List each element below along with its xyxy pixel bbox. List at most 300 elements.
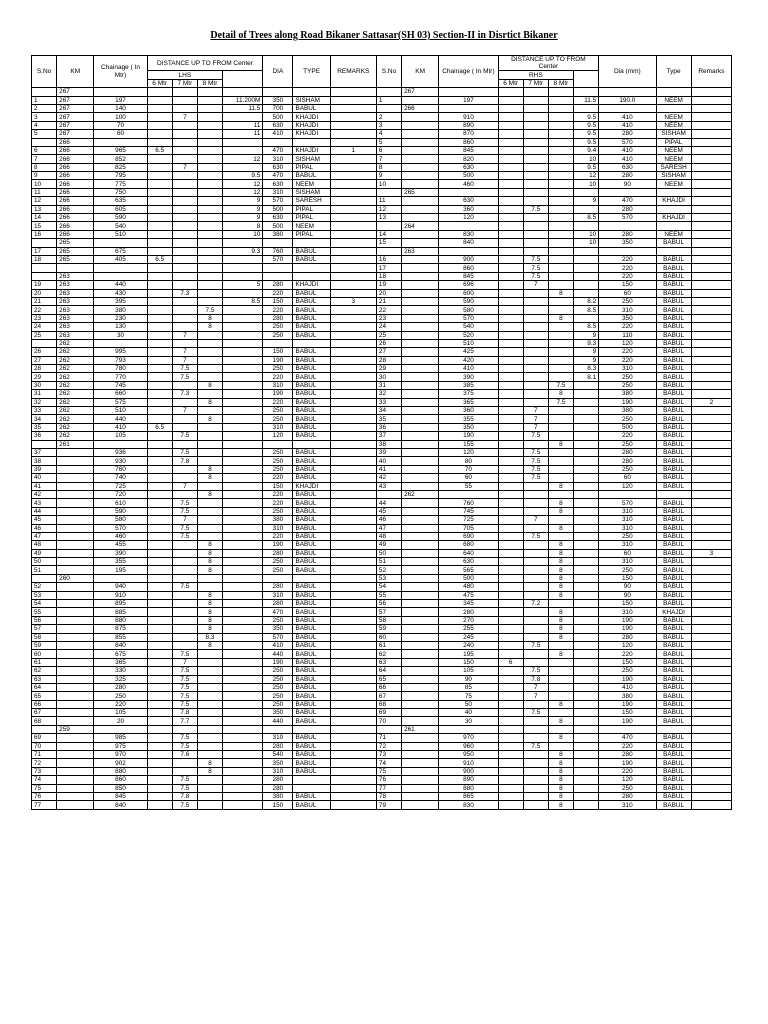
cell-lhs-other [223,549,263,557]
cell-km: 262 [57,339,94,347]
cell-chainage-r: 60 [439,474,498,482]
cell-km: 262 [57,398,94,406]
cell-rhs-7 [523,214,548,222]
cell-lhs-6 [147,566,172,574]
cell-chainage-r: 860 [439,138,498,146]
table-row [32,398,732,406]
cell-remarks [330,390,376,398]
cell-rhs-6 [498,272,523,280]
cell-dia-r: 220 [599,272,656,280]
cell-sno-r: 58 [376,616,401,624]
cell-lhs-other [223,306,263,314]
cell-km [57,692,94,700]
cell-rhs-7: 7.5 [523,448,548,456]
cell-sno-r: 8 [376,163,401,171]
cell-chainage-r: 910 [439,759,498,767]
cell-sno: 5 [32,130,57,138]
cell-lhs-6 [147,104,172,112]
cell-type-r: BABUL [656,398,691,406]
header-lhs-8mtr: 8 Mtr [197,79,222,87]
cell-km [57,499,94,507]
cell-km [57,700,94,708]
cell-rhs-other [574,683,599,691]
cell-dia: 500 [263,222,293,230]
cell-dia-r: 250 [599,373,656,381]
cell-remarks-r [691,297,731,305]
cell-type-r: KHAJDI [656,608,691,616]
cell-sno: 15 [32,222,57,230]
cell-chainage: 850 [94,784,147,792]
cell-dia-r: 280 [599,448,656,456]
cell-lhs-8 [197,692,222,700]
cell-km: 266 [57,197,94,205]
cell-lhs-8 [197,205,222,213]
cell-dia [263,725,293,733]
cell-km-r [402,339,439,347]
cell-dia: 570 [263,256,293,264]
cell-lhs-7: 7 [172,113,197,121]
cell-type-r: BABUL [656,457,691,465]
cell-chainage-r [439,247,498,255]
cell-rhs-other [574,709,599,717]
cell-rhs-6 [498,717,523,725]
cell-lhs-7 [172,641,197,649]
cell-rhs-6 [498,608,523,616]
cell-rhs-8: 7.5 [548,381,573,389]
cell-rhs-8: 8 [548,583,573,591]
page-title [0,30,768,41]
header-km: KM [57,56,94,88]
cell-lhs-7 [172,440,197,448]
cell-lhs-8: 8 [197,474,222,482]
cell-chainage-r: 105 [439,667,498,675]
cell-lhs-8: 8 [197,465,222,473]
cell-km [57,767,94,775]
cell-rhs-6 [498,314,523,322]
cell-sno: 31 [32,390,57,398]
cell-type: BABUL [293,373,330,381]
cell-chainage: 330 [94,667,147,675]
cell-rhs-8: 8 [548,591,573,599]
cell-type-r: BABUL [656,306,691,314]
cell-rhs-other [574,474,599,482]
table-row [32,784,732,792]
cell-type: PIPAL [293,230,330,238]
cell-lhs-7: 7 [172,163,197,171]
cell-type-r: BABUL [656,256,691,264]
cell-chainage: 590 [94,507,147,515]
header-rhs: RHS [498,71,573,79]
cell-lhs-8 [197,365,222,373]
cell-dia-r: 280 [599,172,656,180]
cell-sno: 60 [32,650,57,658]
cell-lhs-8 [197,683,222,691]
cell-rhs-other: 9.5 [574,113,599,121]
cell-type-r: BABUL [656,549,691,557]
cell-lhs-6 [147,448,172,456]
cell-rhs-8 [548,323,573,331]
cell-lhs-other [223,616,263,624]
cell-rhs-8: 8 [548,507,573,515]
cell-dia: 310 [263,591,293,599]
cell-lhs-7: 7.5 [172,675,197,683]
cell-rhs-8 [548,172,573,180]
cell-rhs-8: 8 [548,289,573,297]
cell-rhs-7 [523,616,548,624]
cell-dia-r: 280 [599,457,656,465]
cell-dia-r: 280 [599,230,656,238]
cell-dia-r: 410 [599,155,656,163]
cell-rhs-7 [523,146,548,154]
cell-sno: 28 [32,365,57,373]
cell-rhs-6 [498,130,523,138]
cell-chainage: 825 [94,163,147,171]
cell-dia: 250 [263,683,293,691]
cell-sno-r: 75 [376,767,401,775]
cell-chainage-r: 745 [439,507,498,515]
table-row [32,314,732,322]
cell-km-r [402,776,439,784]
cell-chainage: 970 [94,751,147,759]
cell-km: 265 [57,239,94,247]
table-row [32,272,732,280]
cell-lhs-other [223,356,263,364]
cell-type-r [656,247,691,255]
cell-dia: 280 [263,784,293,792]
cell-rhs-8 [548,222,573,230]
cell-remarks-r [691,281,731,289]
cell-sno-r: 37 [376,432,401,440]
cell-type [293,784,330,792]
cell-chainage-r: 630 [439,558,498,566]
cell-km-r: 267 [402,88,439,96]
cell-chainage-r: 390 [439,373,498,381]
cell-chainage-r: 345 [439,600,498,608]
cell-rhs-6 [498,407,523,415]
cell-dia: 250 [263,566,293,574]
cell-rhs-6 [498,776,523,784]
cell-km [57,474,94,482]
cell-remarks [330,725,376,733]
cell-sno: 61 [32,658,57,666]
cell-km [57,751,94,759]
table-row [32,188,732,196]
cell-lhs-other [223,314,263,322]
cell-km-r [402,625,439,633]
cell-lhs-6 [147,407,172,415]
cell-type: BABUL [293,474,330,482]
cell-dia: 280 [263,281,293,289]
cell-remarks-r [691,113,731,121]
cell-rhs-6 [498,163,523,171]
cell-remarks [330,658,376,666]
cell-km-r [402,583,439,591]
cell-dia: 150 [263,801,293,809]
cell-km: 266 [57,214,94,222]
cell-type: BABUL [293,625,330,633]
cell-sno-r: 24 [376,323,401,331]
cell-type: BABUL [293,675,330,683]
table-row [32,197,732,205]
cell-remarks-r [691,499,731,507]
cell-chainage [94,272,147,280]
cell-rhs-6 [498,423,523,431]
cell-rhs-8 [548,448,573,456]
cell-sno: 14 [32,214,57,222]
cell-lhs-8 [197,146,222,154]
cell-rhs-7 [523,784,548,792]
cell-sno-r: 29 [376,365,401,373]
cell-rhs-7 [523,574,548,582]
cell-km [57,583,94,591]
cell-type: BABUL [293,390,330,398]
cell-chainage-r: 410 [439,365,498,373]
cell-chainage: 936 [94,448,147,456]
table-row [32,641,732,649]
cell-chainage: 660 [94,390,147,398]
cell-dia: 350 [263,709,293,717]
table-row [32,121,732,129]
cell-lhs-7: 7.5 [172,700,197,708]
cell-type-r: BABUL [656,734,691,742]
cell-lhs-6 [147,188,172,196]
cell-lhs-6 [147,558,172,566]
table-row [32,205,732,213]
cell-rhs-7 [523,700,548,708]
cell-remarks-r [691,356,731,364]
cell-rhs-other [574,247,599,255]
cell-sno: 64 [32,683,57,691]
cell-lhs-other [223,432,263,440]
cell-sno-r: 53 [376,574,401,582]
cell-km-r [402,457,439,465]
cell-rhs-other: 9 [574,348,599,356]
cell-lhs-8 [197,96,222,104]
cell-lhs-7: 7 [172,407,197,415]
header-rhs-7mtr: 7 Mtr [523,79,548,87]
cell-lhs-7: 7.5 [172,801,197,809]
cell-lhs-7: 7.5 [172,784,197,792]
cell-sno: 32 [32,398,57,406]
cell-lhs-7 [172,256,197,264]
cell-lhs-8 [197,440,222,448]
cell-lhs-6 [147,683,172,691]
cell-remarks [330,692,376,700]
cell-chainage-r: 120 [439,448,498,456]
cell-km-r [402,751,439,759]
cell-chainage-r: 460 [439,180,498,188]
cell-sno-r: 28 [376,356,401,364]
cell-lhs-6 [147,180,172,188]
cell-remarks-r [691,373,731,381]
cell-km-r [402,516,439,524]
cell-remarks-r [691,591,731,599]
cell-rhs-8 [548,683,573,691]
table-row [32,650,732,658]
table-row [32,583,732,591]
cell-lhs-7 [172,415,197,423]
cell-km [57,541,94,549]
cell-lhs-6 [147,784,172,792]
cell-sno-r: 3 [376,121,401,129]
cell-km-r [402,641,439,649]
cell-dia: 410 [263,130,293,138]
cell-sno-r: 15 [376,239,401,247]
cell-rhs-other: 8.5 [574,323,599,331]
cell-dia: 250 [263,407,293,415]
cell-sno-r: 35 [376,415,401,423]
cell-km-r: 263 [402,247,439,255]
cell-lhs-7 [172,264,197,272]
cell-rhs-other [574,205,599,213]
cell-sno: 22 [32,306,57,314]
cell-km: 262 [57,373,94,381]
cell-chainage: 280 [94,683,147,691]
cell-type: BABUL [293,734,330,742]
cell-type [293,776,330,784]
cell-lhs-6 [147,440,172,448]
cell-sno: 53 [32,591,57,599]
cell-sno: 74 [32,776,57,784]
cell-rhs-other [574,415,599,423]
cell-sno: 65 [32,692,57,700]
table-row [32,524,732,532]
cell-remarks [330,767,376,775]
cell-rhs-6 [498,516,523,524]
cell-rhs-8 [548,675,573,683]
cell-sno-r: 67 [376,692,401,700]
cell-sno: 19 [32,281,57,289]
cell-km-r [402,214,439,222]
cell-sno-r [376,104,401,112]
cell-lhs-7: 7.5 [172,650,197,658]
cell-lhs-8 [197,172,222,180]
cell-dia-r: 310 [599,516,656,524]
cell-rhs-other [574,675,599,683]
cell-sno: 29 [32,373,57,381]
cell-lhs-8 [197,650,222,658]
cell-sno [32,725,57,733]
cell-rhs-8 [548,339,573,347]
cell-chainage: 840 [94,801,147,809]
cell-rhs-8 [548,155,573,163]
cell-remarks-r [691,700,731,708]
cell-km: 266 [57,180,94,188]
cell-rhs-7 [523,608,548,616]
cell-lhs-6 [147,549,172,557]
cell-sno: 17 [32,247,57,255]
cell-dia: 280 [263,742,293,750]
cell-sno: 16 [32,230,57,238]
table-row [32,457,732,465]
cell-lhs-other: 11 [223,130,263,138]
cell-lhs-6 [147,776,172,784]
cell-rhs-6 [498,121,523,129]
cell-rhs-7 [523,776,548,784]
cell-lhs-6 [147,801,172,809]
cell-rhs-7 [523,373,548,381]
cell-type: BABUL [293,381,330,389]
cell-chainage: 70 [94,121,147,129]
cell-remarks [330,96,376,104]
cell-km [57,793,94,801]
cell-rhs-8: 8 [548,390,573,398]
cell-rhs-8 [548,641,573,649]
cell-sno: 56 [32,616,57,624]
table-row [32,230,732,238]
cell-rhs-7 [523,356,548,364]
cell-lhs-other [223,256,263,264]
cell-sno-r: 34 [376,407,401,415]
cell-dia-r: 220 [599,256,656,264]
cell-rhs-other: 8.1 [574,373,599,381]
cell-lhs-6 [147,667,172,675]
cell-km-r [402,289,439,297]
cell-rhs-6 [498,188,523,196]
cell-sno-r: 59 [376,625,401,633]
cell-km: 266 [57,163,94,171]
cell-rhs-other [574,465,599,473]
cell-rhs-8 [548,272,573,280]
cell-type-r: NEEM [656,146,691,154]
cell-rhs-8 [548,348,573,356]
cell-rhs-other [574,507,599,515]
cell-dia: 440 [263,717,293,725]
cell-type-r: BABUL [656,667,691,675]
cell-type-r [656,88,691,96]
cell-km [57,776,94,784]
cell-dia-r: 190 [599,700,656,708]
cell-chainage-r: 950 [439,751,498,759]
cell-lhs-other: 11.5 [223,104,263,112]
cell-km-r [402,549,439,557]
cell-dia: 150 [263,482,293,490]
cell-type-r [656,490,691,498]
cell-rhs-7 [523,104,548,112]
cell-sno: 73 [32,767,57,775]
cell-rhs-7 [523,88,548,96]
cell-lhs-8 [197,407,222,415]
cell-dia-r: 190 [599,717,656,725]
cell-lhs-other [223,113,263,121]
cell-sno-r: 10 [376,180,401,188]
cell-sno-r: 73 [376,751,401,759]
cell-chainage: 902 [94,759,147,767]
cell-remarks [330,448,376,456]
cell-lhs-other: 12 [223,180,263,188]
cell-remarks-r [691,574,731,582]
cell-dia: 310 [263,734,293,742]
cell-lhs-6 [147,289,172,297]
table-row [32,96,732,104]
cell-remarks-r: 3 [691,549,731,557]
cell-rhs-7 [523,180,548,188]
cell-rhs-8 [548,96,573,104]
cell-rhs-7 [523,239,548,247]
cell-chainage: 775 [94,180,147,188]
cell-km: 266 [57,230,94,238]
cell-type-r: BABUL [656,415,691,423]
cell-sno: 59 [32,641,57,649]
cell-rhs-8 [548,264,573,272]
cell-lhs-8 [197,247,222,255]
cell-chainage: 510 [94,407,147,415]
cell-rhs-6 [498,415,523,423]
cell-dia: 190 [263,356,293,364]
cell-type: BABUL [293,600,330,608]
cell-remarks [330,407,376,415]
cell-rhs-other: 10 [574,155,599,163]
